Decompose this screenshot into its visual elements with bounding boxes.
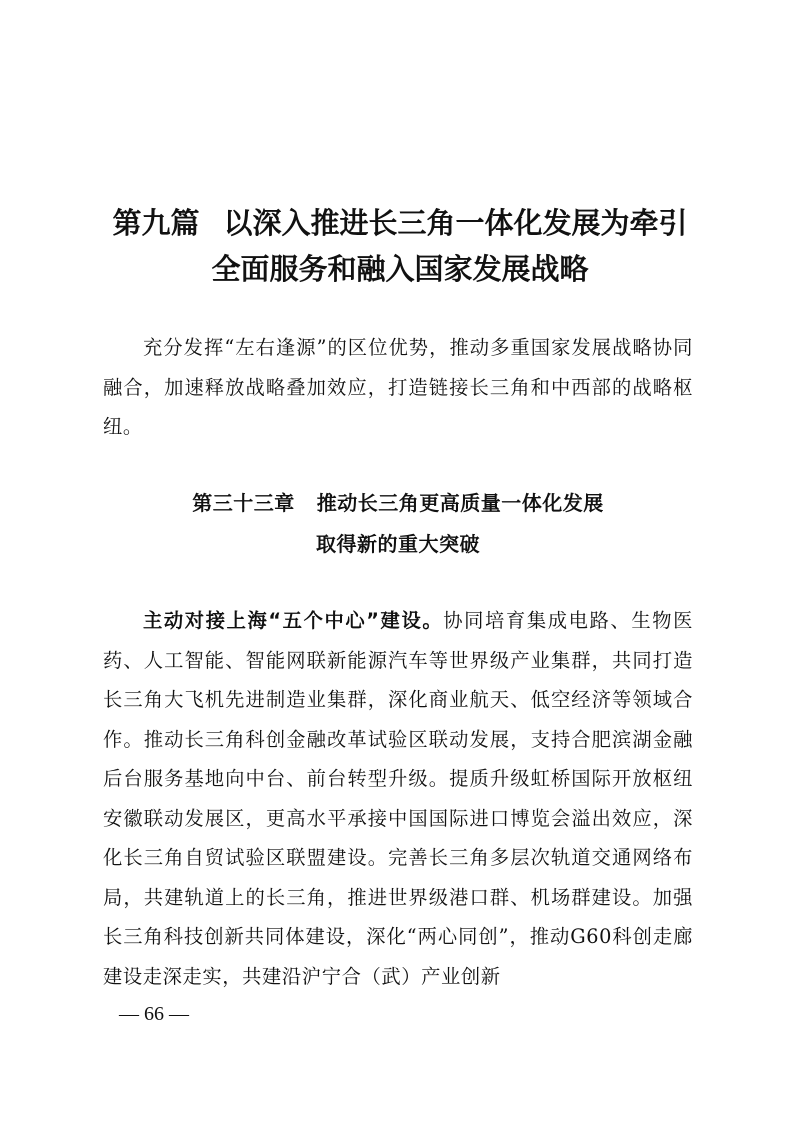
part-title-line-2: 全面服务和融入国家发展战略 [211, 252, 589, 286]
part-title-text-1: 以深入推进长三角一体化发展为牵引 [223, 206, 688, 240]
part-title [100, 200, 700, 292]
chapter-title-line-2: 取得新的重大突破 [316, 532, 480, 556]
section-body-text: 协同培育集成电路、生物医药、人工智能、智能网联新能源汽车等世界级产业集群，共同打造长三角大飞机先进制造业集群，深化商业航天、低空经济等领域合作。推动长三角科创金融改革试验区联动发展，支持合肥滨湖金融后台服务基地向中台、前台转型升级。提质升级虹桥国际开放枢纽安徽联动发展区，更高水平承接中国国际进口博览会溢出效应，深化长三角自贸试验区联盟建设。完善长三角多层次轨道交通网络布局，共建轨道上的长三角，推进世界级港口群、机场群建设。加强长三角科技创新共同体建设，深化“两心同创”，推动G60科创走廊建设走深走实，共建沿沪宁合（武）产业创新 [103, 609, 694, 988]
chapter-title [103, 483, 693, 565]
part-intro-paragraph: 充分发挥“左右逢源”的区位优势，推动多重国家发展战略协同融合，加速释放战略叠加效应，打造链接长三角和中西部的战略枢纽。 [103, 336, 693, 438]
section-lead-heading: 主动对接上海“五个中心”建设。 [143, 609, 444, 632]
part-number: 第九篇 [112, 206, 200, 240]
page-number: — 66 — [119, 1003, 189, 1025]
chapter-title-line-1 [103, 483, 693, 524]
chapter-number: 第三十三章 [192, 491, 295, 515]
chapter-title-text-1: 推动长三角更高质量一体化发展 [316, 491, 604, 515]
part-title-line-1 [100, 200, 700, 246]
section-paragraph [103, 601, 693, 996]
